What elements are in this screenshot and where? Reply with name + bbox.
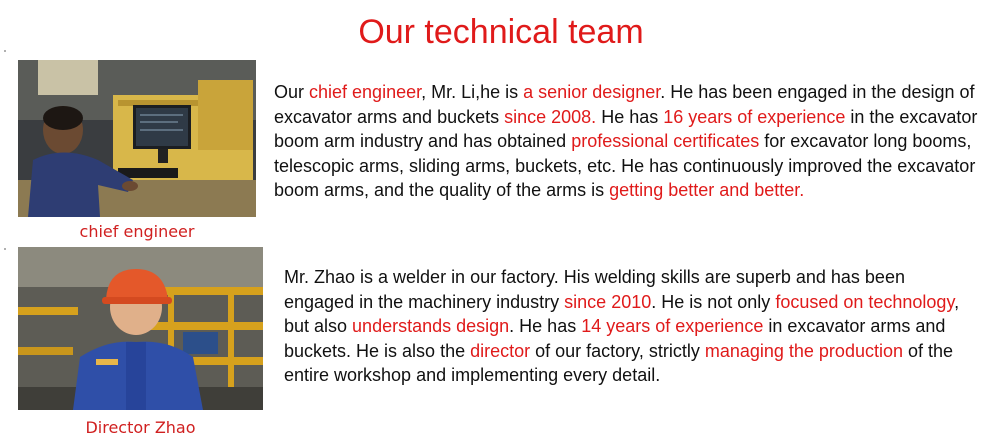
director-description	[284, 265, 974, 388]
highlighted-text: director	[470, 340, 531, 361]
body-text: . He is not only	[651, 291, 776, 312]
body-text: . He has	[509, 316, 582, 336]
highlighted-text: 16 years of experience	[663, 106, 846, 127]
director-photo	[18, 247, 263, 410]
highlighted-text: understands design	[352, 316, 510, 336]
highlighted-text: professional certificates	[571, 131, 760, 151]
body-text: of the entire workshop and implementing every detail.	[284, 340, 954, 385]
margin-mark	[4, 248, 6, 250]
director-caption: Director Zhao	[85, 418, 196, 437]
body-text: Mr. Zhao is a welder in our factory. His welding skills are superb and has been engaged in the machinery industry	[284, 267, 905, 312]
highlighted-text: a senior designer	[523, 82, 661, 102]
chief-engineer-caption: chief engineer	[79, 222, 195, 241]
highlighted-text: since 2010	[564, 291, 652, 312]
body-text: Our	[274, 82, 310, 102]
chief-engineer-photo	[18, 60, 256, 217]
highlighted-text: managing the production	[704, 340, 903, 361]
body-text: for excavator long booms, telescopic arms, sliding arms, buckets, etc. He has continuously improved the excavator boom arms, and the quality of the arms is	[274, 131, 976, 200]
page-title: Our technical team	[358, 13, 644, 51]
highlighted-text: chief engineer	[309, 82, 422, 102]
highlighted-text: since 2008.	[504, 106, 597, 127]
body-text: in the excavator boom arm industry and has obtained	[274, 106, 978, 151]
engineer-at-computer-photo	[18, 60, 256, 217]
body-text: of our factory, strictly	[530, 340, 705, 361]
body-text: in excavator arms and buckets. He is also the	[284, 316, 946, 361]
chief-engineer-description	[274, 80, 984, 203]
worker-in-hard-hat-photo	[18, 247, 263, 410]
body-text: . He has been engaged in the design of excavator arms and buckets	[274, 82, 975, 127]
highlighted-text: getting better and better.	[609, 180, 805, 200]
body-text: , Mr. Li,he is	[421, 82, 524, 102]
highlighted-text: focused on technology	[775, 291, 955, 312]
body-text: He has	[596, 106, 664, 127]
highlighted-text: 14 years of experience	[581, 316, 764, 336]
body-text: , but also	[284, 291, 960, 336]
